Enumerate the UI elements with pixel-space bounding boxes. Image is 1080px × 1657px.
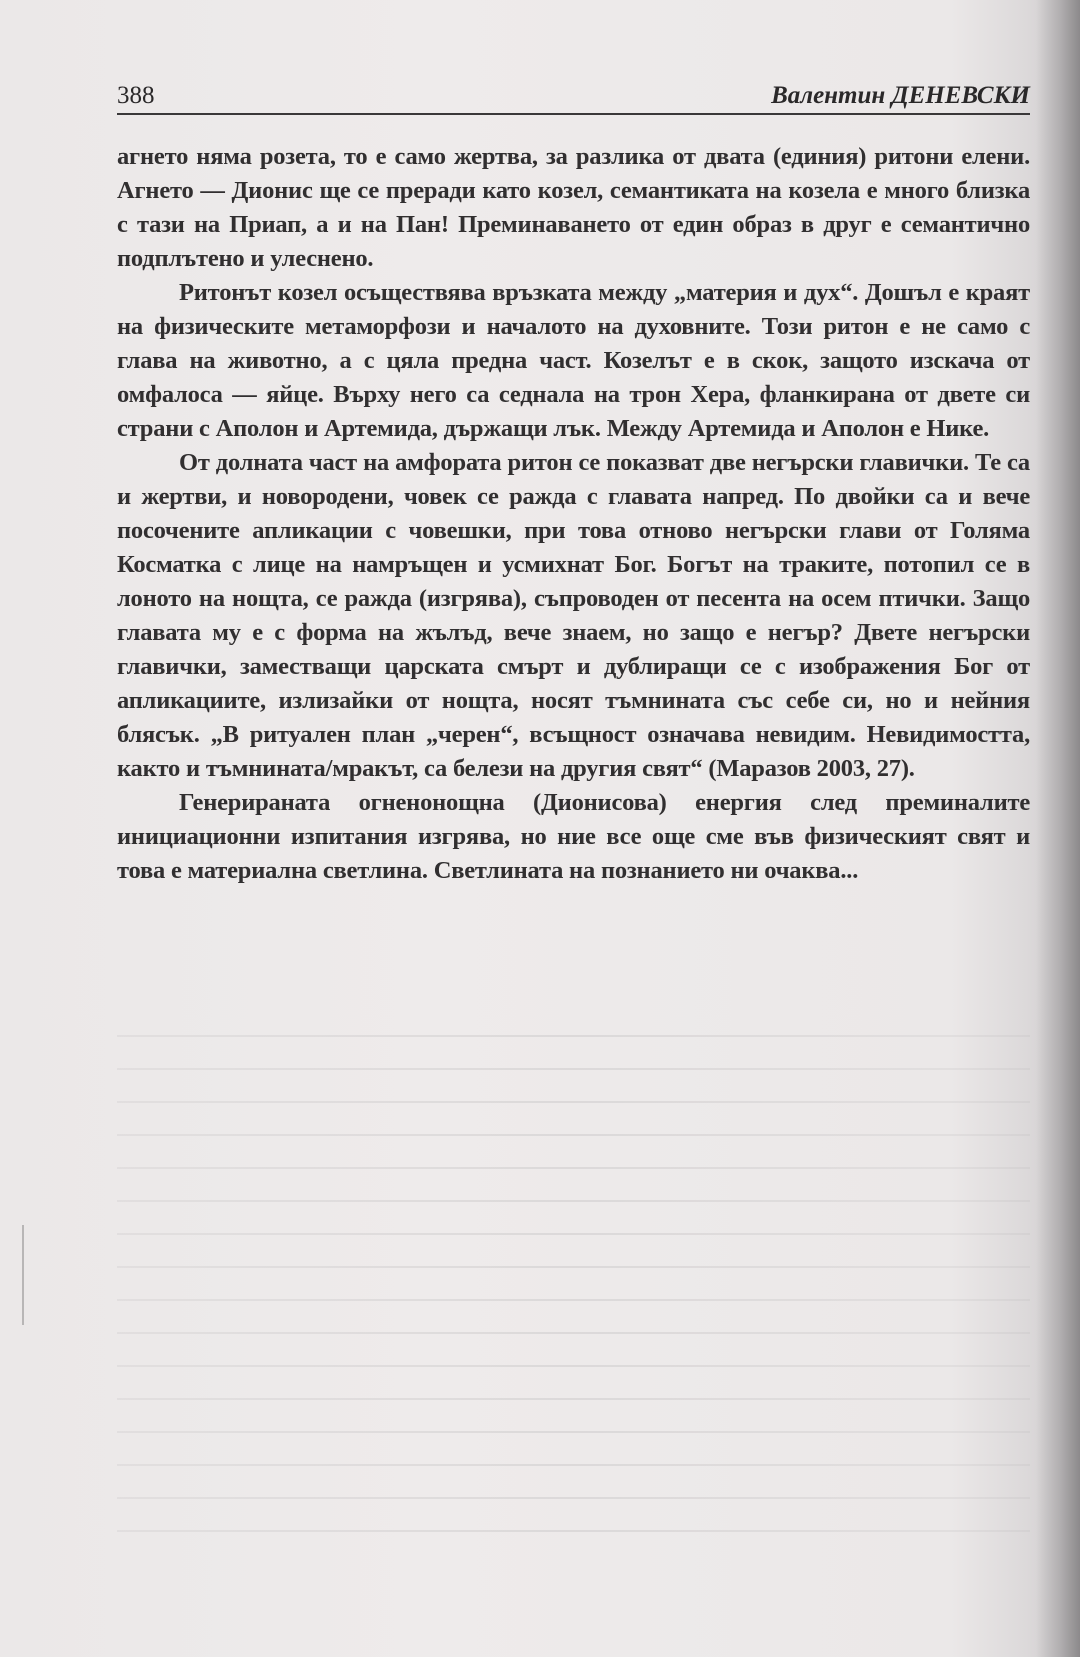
- paragraph-3: От долната част на амфората ритон се показват две негърски главички. Те са и жертви, и новородени, човек се ражда с главата напред. По двойки са и вече посочените апликации с човешки, при това отново негърски глави от Голяма Косматка с лице на намръщен и усмихнат Бог. Богът на траките, потопил се в лоното на нощта, се ражда (изгрява), съпроводен от песента на осем птички. Защо главата му е с форма на жълъд, вече знаем, но защо е негър? Двете негърски главички, заместващи царската смърт и дублиращи се с изображения Бог от апликациите, излизайки от нощта, носят тъмнината със себе си, но и нейния блясък. „В ритуален план „черен“, всъщност означава невидим. Невидимостта, както и тъмнината/мракът, са белези на другия свят“ (Маразов 2003, 27).: [117, 449, 1030, 782]
- spine-shadow: [1036, 0, 1080, 1657]
- running-header: [117, 80, 1030, 114]
- paragraph-4: Генерираната огненонощна (Дионисова) енергия след преминалите инициационни изпитания изгрява, но ние все още сме във физическият свят и това е материална светлина. Светлината на познанието ни очаква...: [117, 789, 1030, 884]
- page-edge-mark: [22, 1225, 24, 1325]
- page-number: 388: [117, 82, 155, 109]
- header-rule: [117, 113, 1030, 115]
- body-text: [117, 140, 1030, 888]
- reverse-side-bleed-through: [117, 1035, 1030, 1595]
- author-running-head: Валентин ДЕНЕВСКИ: [771, 82, 1030, 109]
- paragraph-2: Ритонът козел осъществява връзката между „материя и дух“. Дошъл е краят на физическите метаморфози и началото на духовните. Този ритон е не само с глава на животно, а с цяла предна част. Козелът е в скок, защото изскача от омфалоса — яйце. Върху него са седнала на трон Хера, фланкирана от двете си страни с Аполон и Артемида, държащи лък. Между Артемида и Аполон е Нике.: [117, 279, 1030, 442]
- paragraph-1: агнето няма розета, то е само жертва, за разлика от двата (единия) ритони елени. Агнето — Дионис ще се преради като козел, семантиката на козела е много близка с тази на Приап, а и на Пан! Преминаването от един образ в друг е семантично подплътено и улеснено.: [117, 143, 1030, 272]
